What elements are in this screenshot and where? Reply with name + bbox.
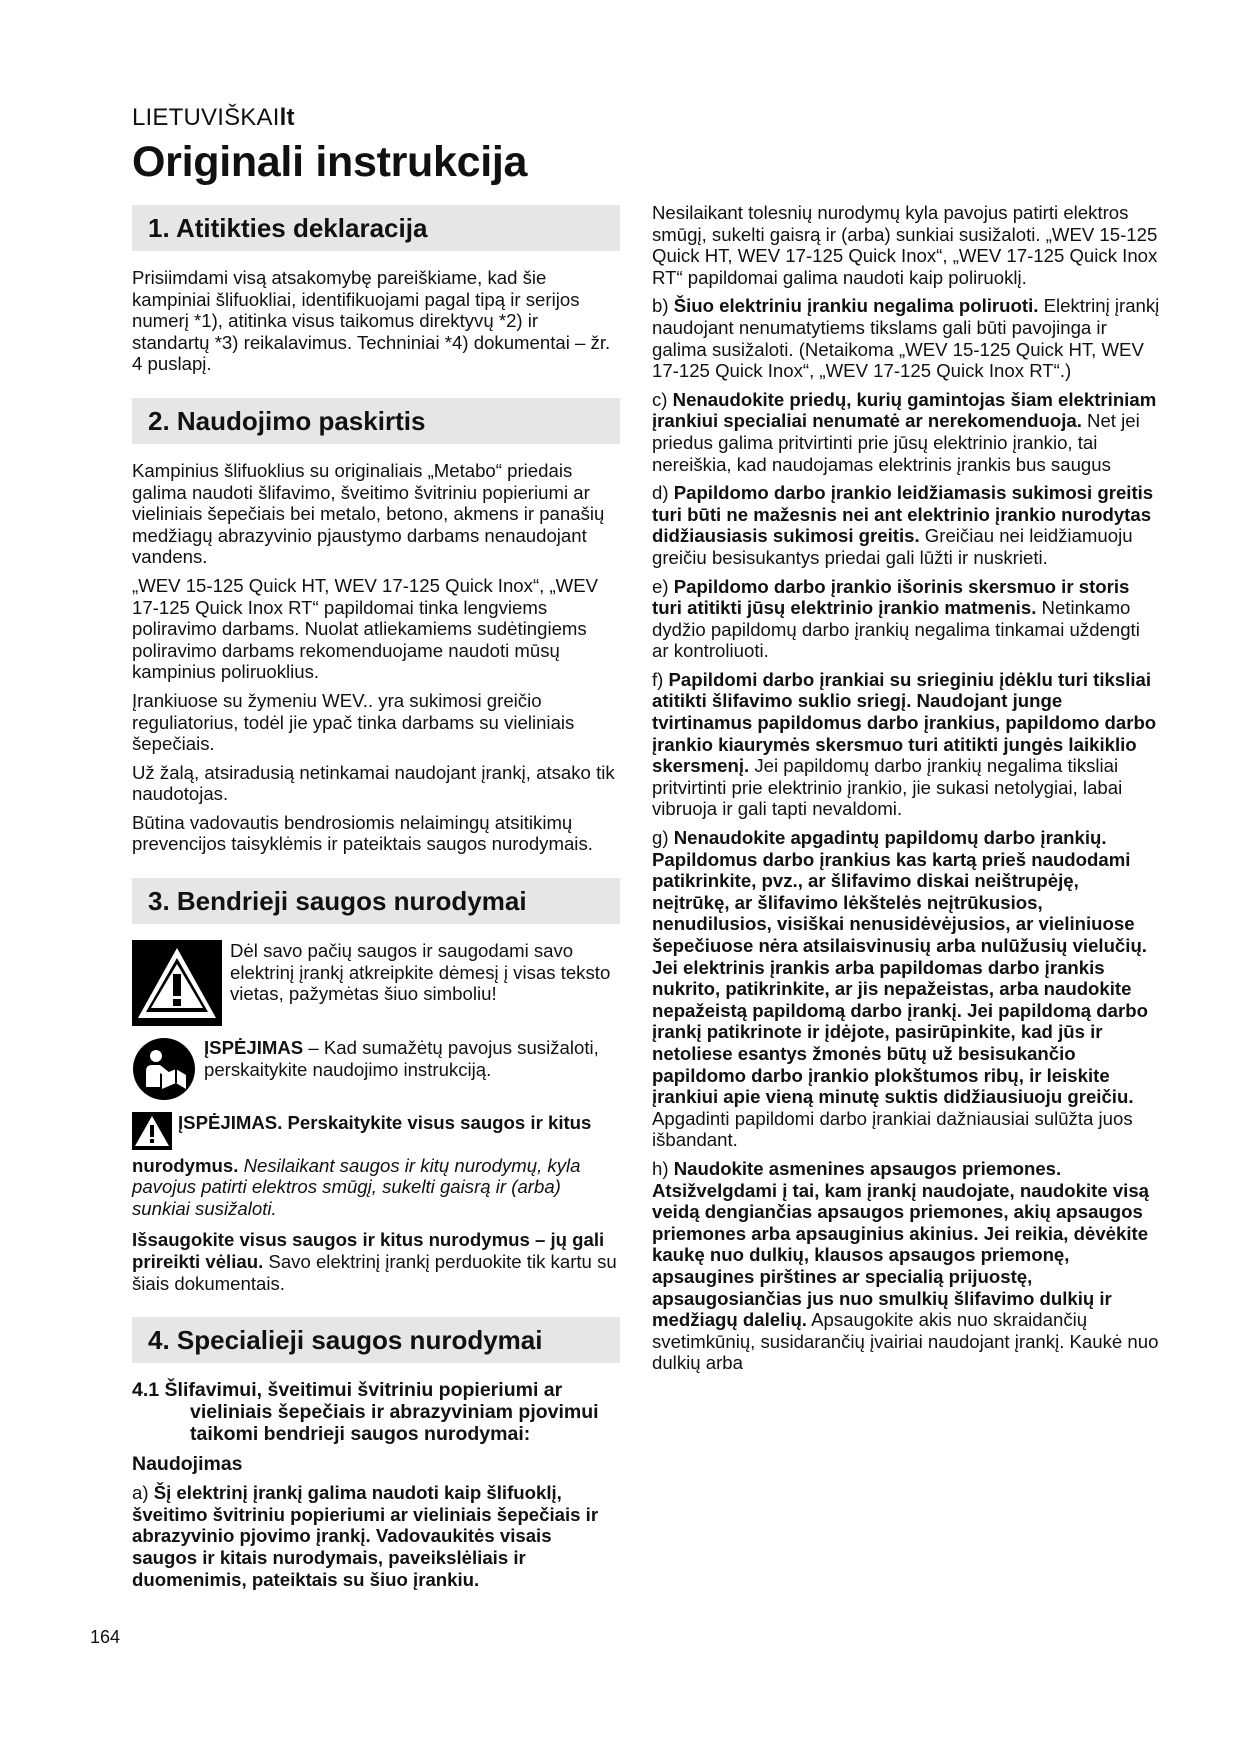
purpose-paragraph-3: Įrankiuose su žymeniu WEV.. yra sukimosi greičio reguliatorius, todėl jie ypač tinka darbams su vieliniais šepečiais. (132, 689, 575, 755)
item-f-text: Jei papildomų darbo įrankių negalima tiksliai pritvirtinti prie elektrinio įrankio, jie sukasi netolygiai, labai vibruoja ir gali tapti nevaldomi. (652, 755, 1123, 820)
item-f-prefix: f) (652, 668, 669, 690)
general-warning-note (132, 1112, 620, 1219)
left-column (132, 205, 620, 1597)
keep-instructions-note (132, 1229, 620, 1294)
page-title: Originali instrukcija (132, 138, 528, 186)
purpose-paragraph-1: Kampinius šlifuoklius su originaliais „Metabo“ priedais galima naudoti šlifavimo, šveitimo švitriniu popieriumi ar vieliniais šepečiais bei metalo, betono, akmens ir panašių medžiagų abrazyvinio pjaustymo darbams nenaudojant vandens. (132, 459, 605, 568)
section-heading-4: 4. Specialieji saugos nurodymai (132, 1317, 620, 1363)
read-manual-icon (132, 1037, 196, 1106)
item-c-bold: Nenaudokite priedų, kurių gamintojas šiam elektriniam įrankiui specialiai nenumatė ar nerekomenduoja. (652, 388, 1157, 432)
item-b-prefix: b) (652, 295, 674, 317)
item-d-prefix: d) (652, 482, 674, 504)
subsection-heading-4-1: 4.1 Šlifavimui, šveitimui švitriniu popieriumi ar vieliniais šepečiais ir abrazyviniam pjovimui taikomi bendrieji saugos nurodymai: (132, 1379, 599, 1446)
language-name: LIETUVIŠKAI (132, 104, 280, 131)
item-e-text: Netinkamo dydžio papildomų darbo įrankių negalima tinkamai uždengti ar kontroliuoti. (652, 597, 1140, 662)
item-g-bold: Nenaudokite apgadintų papildomų darbo įrankių. Papildomus darbo įrankius kas kartą prieš naudodami patikrinkite, pvz., ar šlifavimo diskai neištrupėję, neįtrūkę, ar šlifavimo lėkštelės neįtrūkusios, nenudilusios, visiškai nenusidėvėjusios, ar vieliniuose šepečiuose nėra atsilaisvinusių arba nulūžusių vielučių. Jei elektrinis įrankis arba papildomas darbo įrankis nukrito, patikrinkite, ar jis nepažeistas, arba naudokite nepažeistą papildomą darbo įrankį. Jei papildomą darbo įrankį patikrinote ir įdėjote, pasirūpinkite, kad jūs ir netoliese esantys žmonės būtų už besisukančio papildomo darbo įrankio plokštumos ribų, ir leiskite įrankiui apie vieną minutę suktis didžiausiuoju greičiu. (652, 827, 1148, 1108)
item-e-bold: Papildomo darbo įrankio išorinis skersmuo ir storis turi atitikti jūsų elektrinio įrankio matmenis. (652, 575, 1130, 619)
item-a-bold: Šį elektrinį įrankį galima naudoti kaip šlifuoklį, šveitimo švitriniu popieriumi ar vieliniais šepečiais ir abrazyvinio pjovimo įrankį. Vadovaukitės visais saugos ir kitais nurodymais, paveikslėliais ir duomenimis, pateiktais su šiuo įrankiu. (132, 1482, 599, 1590)
item-e-prefix: e) (652, 575, 674, 597)
purpose-paragraph-2: „WEV 15-125 Quick HT, WEV 17-125 Quick Inox“, „WEV 17-125 Quick Inox RT“ papildomai tinka lengviems poliravimo darbams. Nuolat atliekamiems sudėtingiems poliravimo darbams rekomenduojame naudoti mūsų kampinius poliruoklius. (132, 574, 599, 683)
language-label (132, 104, 295, 132)
read-manual-text (204, 1037, 620, 1080)
item-d-text: Greičiau nei leidžiamuoju greičiu besisukantys priedai gali lūžti ir nuskrieti. (652, 525, 1133, 568)
general-warning-italic: Nesilaikant saugos ir kitų nurodymų, kyla pavojus patirti elektros smūgį, sukelti gaisrą ir (arba) sunkiai susižaloti. (132, 1154, 581, 1219)
read-manual-sentence: – Kad sumažėtų pavojus susižaloti, perskaitykite naudojimo instrukciją. (204, 1037, 599, 1080)
item-a (132, 1482, 620, 1590)
warning-symbol-note (132, 940, 620, 1031)
page-number: 164 (90, 1627, 121, 1647)
item-h-prefix: h) (652, 1157, 674, 1179)
item-a-prefix: a) (132, 1482, 154, 1504)
item-f (652, 669, 1160, 820)
section-heading-2: 2. Naudojimo paskirtis (132, 398, 620, 444)
item-d-bold: Papildomo darbo įrankio leidžiamasis sukimosi greitis turi būti ne mažesnis nei ant elektrinio įrankio nurodytas didžiausiasis sukimosi greitis. (652, 482, 1154, 547)
warning-triangle-icon (132, 940, 222, 1031)
item-g-prefix: g) (652, 827, 674, 849)
item-b-bold: Šiuo elektriniu įrankiu negalima poliruoti. (673, 295, 1039, 317)
item-h (652, 1158, 1160, 1374)
item-a-text: Nesilaikant tolesnių nurodymų kyla pavojus patirti elektros smūgį, sukelti gaisrą ir (arba) sunkiai susižaloti. „WEV 15-125 Quick HT, WEV 17-125 Quick Inox“, „WEV 17-125 Quick Inox RT“ papildomai galima naudoti kaip poliruoklį. (652, 202, 1158, 288)
item-c-text: Net jei priedus galima pritvirtinti prie jūsų elektrinio įrankio, tai nereiškia, kad naudojamas elektrinis įrankis bus saugus (652, 410, 1140, 475)
section-heading-3: 3. Bendrieji saugos nurodymai (132, 878, 620, 924)
keep-instructions-text: Savo elektrinį įrankį perduokite tik kartu su šiais dokumentais. (132, 1251, 617, 1294)
item-b-text: Elektrinį įrankį naudojant nenumatytiems tikslams gali būti pavojinga ir galima susižaloti. (Netaikoma „WEV 15-125 Quick HT, WEV 17-125 Quick Inox“, „WEV 17-125 Quick Inox RT“.) (652, 295, 1160, 382)
warning-symbol-text: Dėl savo pačių saugos ir saugodami savo elektrinį įrankį atkreipkite dėmesį į visas teksto vietas, pažymėtas šiuo simboliu! (230, 940, 611, 1005)
item-g-text: Apgadinti papildomi darbo įrankiai dažniausiai sulūžta juos išbandant. (652, 1107, 1133, 1151)
item-c (652, 389, 1160, 475)
warning-label: ĮSPĖJIMAS (204, 1037, 304, 1059)
item-a-continued (652, 202, 1160, 288)
declaration-text: Prisiimdami visą atsakomybę pareiškiame, kad šie kampiniai šlifuokliai, identifikuojami pagal tipą ir serijos numerį *1), atitinka visus taikomus direktyvų *2) ir standartų *3) reikalavimus. Techniniai *4) dokumentai – žr. 4 puslapį. (132, 267, 611, 375)
read-manual-note (132, 1037, 620, 1106)
item-g (652, 827, 1160, 1151)
right-column (652, 202, 1160, 1381)
item-h-text: Apsaugokite akis nuo skraidančių svetimkūnių, susidarančių įvairiai naudojant įrankį. Kaukė nuo dulkių arba (652, 1309, 1159, 1374)
small-warning-triangle-icon (132, 1112, 172, 1155)
general-warning-bold: ĮSPĖJIMAS. Perskaitykite visus saugos ir kitus nurodymus. (132, 1112, 592, 1176)
usage-label: Naudojimas (132, 1453, 243, 1476)
section-heading-1: 1. Atitikties deklaracija (132, 205, 620, 251)
item-c-prefix: c) (652, 388, 673, 410)
language-code: lt (279, 104, 295, 131)
purpose-paragraph-4: Už žalą, atsiradusią netinkamai naudojant įrankį, atsako tik naudotojas. (132, 761, 615, 805)
item-d (652, 482, 1160, 568)
purpose-paragraph-5: Būtina vadovautis bendrosiomis nelaimingų atsitikimų prevencijos taisyklėmis ir pateiktais saugos nurodymais. (132, 811, 593, 855)
item-h-bold: Naudokite asmenines apsaugos priemones. Atsižvelgdami į tai, kam įrankį naudojate, naudokite visą veidą dengiančias apsaugos priemones, akių apsaugos priemones arba apsauginius akinius. Jei reikia, dėvėkite kaukę nuo dulkių, klausos apsaugos priemonę, apsaugines pirštines ar specialią prijuostę, apsaugosiančias jus nuo smulkių šlifavimo dulkių ir medžiagų dalelių. (652, 1157, 1150, 1331)
item-b (652, 295, 1160, 381)
item-f-bold: Papildomi darbo įrankiai su srieginiu įdėklu turi tiksliai atitikti šlifavimo suklio sriegį. Naudojant junge tvirtinamus papildomus darbo įrankius, papildomo darbo įrankio kiaurymės skersmuo turi atitikti jungės laikiklio skersmenį. (652, 668, 1157, 777)
keep-instructions-bold: Išsaugokite visus saugos ir kitus nurodymus – jų gali prireikti vėliau. (132, 1229, 605, 1273)
item-e (652, 576, 1160, 662)
